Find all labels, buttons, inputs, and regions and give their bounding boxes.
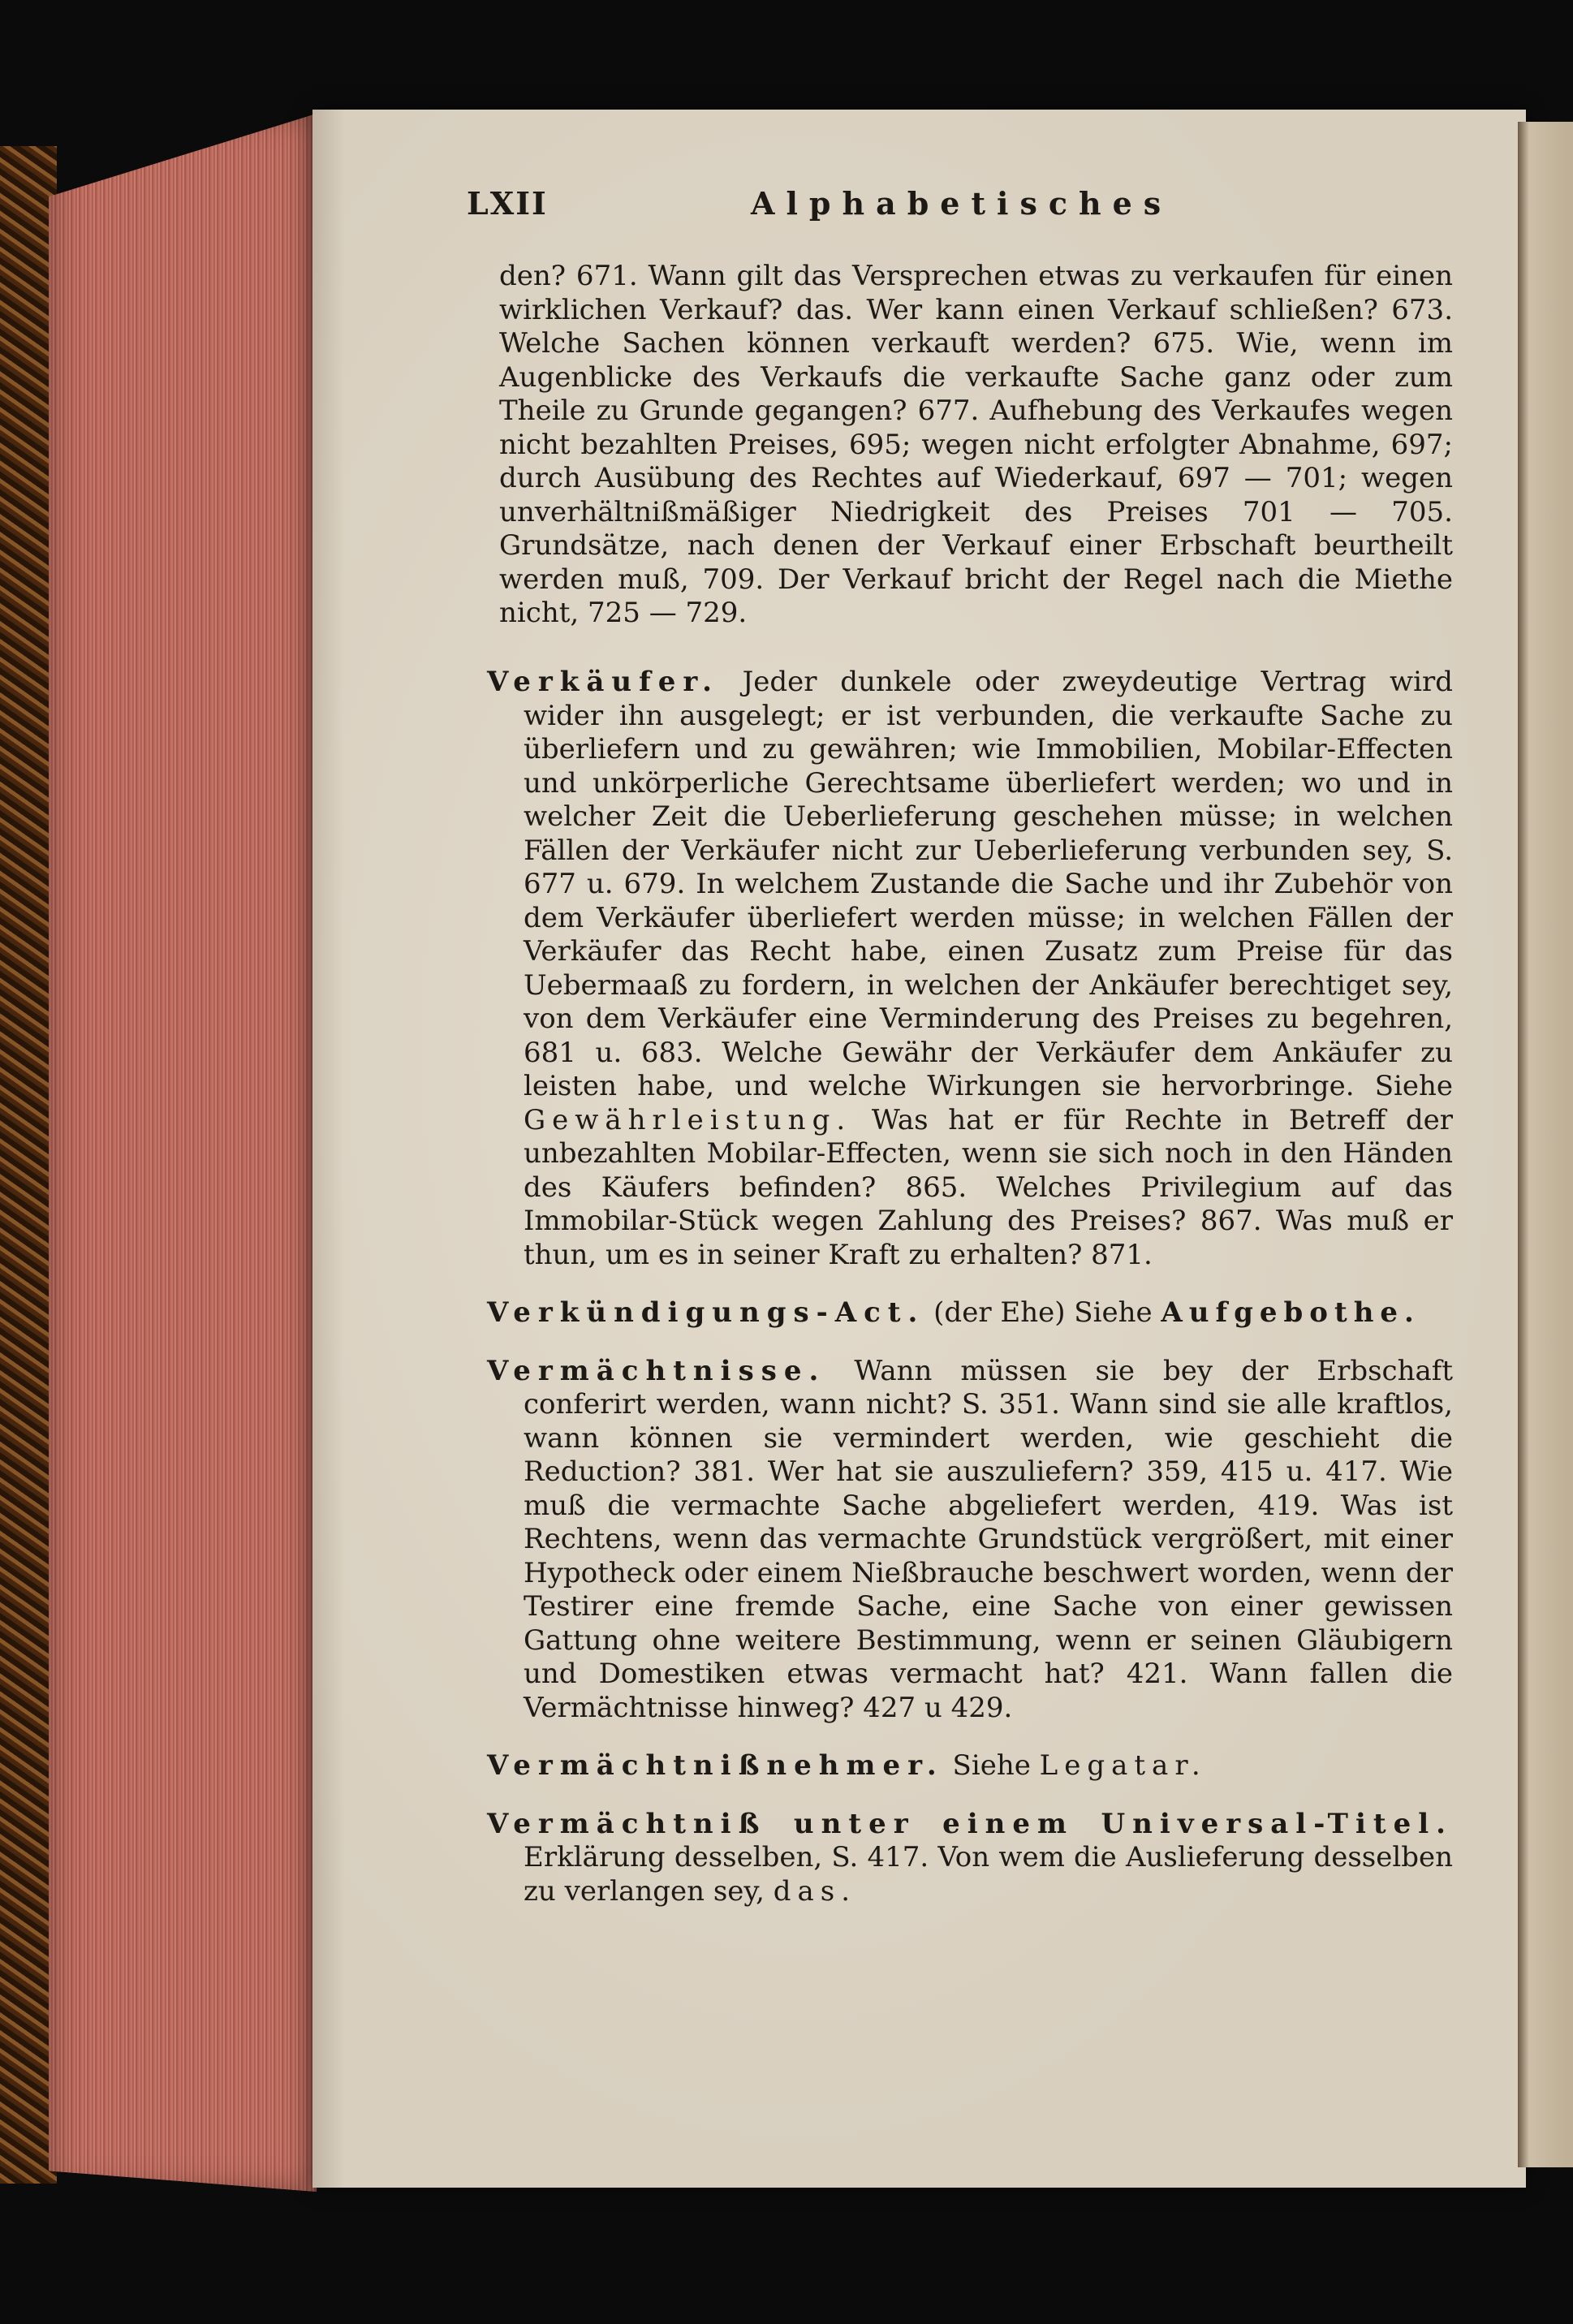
running-head: Alphabetisches [751,185,1173,222]
index-entry-vermaechtniss-universal-titel [487,1808,1453,1909]
page-header [467,185,1449,234]
entry-cross-reference: das. [773,1874,857,1908]
entry-cross-reference: Aufgebothe. [1161,1296,1420,1329]
entry-text: Siehe [952,1749,1040,1782]
entry-cross-reference: Gewährleistung. [524,1103,852,1136]
index-entry-verkuendigungs-act [487,1296,1453,1330]
index-entry-verkaeufer [487,666,1453,1272]
entry-text: Jeder dunkele oder zweydeutige Vertrag wird wider ihn ausgelegt; er ist verbunden, die verkaufte Sache zu überliefern und zu gewähren; wie Immobilien, Mobilar-Effecten und unkörperliche Gerechtsame überliefert werden; wo und in welcher Zeit die Ueberlieferung geschehen müsse; in welchen Fällen der Verkäufer nicht zur Ueberlieferung verbunden sey, S. 677 u. 679. In welchem Zustande die Sache und ihr Zubehör von dem Verkäufer überliefert werden müsse; in welchen Fällen der Verkäufer das Recht habe, einen Zusatz zum Preise für das Uebermaaß zu fordern, in welchen der Ankäufer berechtiget sey, von dem Verkäufer eine Verminderung des Preises zu begehren, 681 u. 683. Welche Gewähr der Verkäufer dem Ankäufer zu leisten habe, und welche Wirkungen sie hervorbringe. Siehe [524,666,1453,1102]
index-entries [487,666,1453,1908]
index-entry-vermaechtnisse [487,1355,1453,1726]
index-entry-vermaechtnissnehmer [487,1749,1453,1783]
continued-entry-text: den? 671. Wann gilt das Versprechen etwas zu verkaufen für einen wirklichen Verkauf? das. Wer kann einen Verkauf schließen? 673. Welche Sachen können verkauft werden? 675. Wie, wenn im Augenblicke des Verkaufs die verkaufte Sache ganz oder zum Theile zu Grunde gegangen? 677. Aufhebung des Verkaufes wegen nicht bezahlten Preises, 695; wegen nicht erfolgter Abnahme, 697; durch Ausübung des Rechtes auf Wiederkauf, 697 — 701; wegen unverhältnißmäßiger Niedrigkeit des Preises 701 — 705. Grundsätze, nach denen der Verkauf einer Erbschaft beurtheilt werden muß, 709. Der Verkauf bricht der Regel nach die Miethe nicht, 725 — 729. [499,260,1453,629]
entry-headword: Verkäufer. [487,666,719,698]
entry-headword: Vermächtnißnehmer. [487,1749,944,1782]
page-number: LXII [467,185,548,222]
entry-headword: Vermächtnisse. [487,1354,826,1387]
entry-text: (der Ehe) Siehe [933,1296,1161,1329]
entry-text: Wann müssen sie bey der Erbschaft conferirt werden, wann nicht? S. 351. Wann sind sie alle kraftlos, wann können sie vermindert werden, wie geschieht die Reduction? 381. Wer hat sie auszuliefern? 359, 415 u. 417. Wie muß die vermachte Sache abgeliefert werden, 419. Was ist Rechtens, wenn das vermachte Grundstück vergrößert, mit einer Hypotheck oder einem Nießbrauche beschwert worden, wenn der Testirer eine fremde Sache, eine Sache von einer gewissen Gattung ohne weitere Bestimmung, wenn er seinen Gläubigern und Domestiken etwas vermacht hat? 421. Wann fallen die Vermächtnisse hinweg? 427 u 429. [524,1354,1453,1724]
page-edges [49,114,317,2192]
entry-headword: Vermächtniß unter einem Universal-Titel. [487,1807,1453,1840]
facing-page-edge [1518,122,1573,2167]
marbled-cover-board [0,146,57,2184]
entry-headword: Verkündigungs-Act. [487,1296,925,1329]
entry-cross-reference: Legatar. [1039,1749,1207,1782]
entry-text: Erklärung desselben, S. 417. Von wem die Auslieferung desselben zu verlangen sey, [524,1841,1453,1908]
continued-entry [499,260,1453,631]
entry-text-continued: Was hat er für Rechte in Betreff der unbezahlten Mobilar-Effecten, wenn sie sich noch in den Händen des Käufers befinden? 865. Welches Privilegium auf das Immobilar-Stück wegen Zahlung des Preises? 867. Was muß er thun, um es in seiner Kraft zu erhalten? 871. [524,1103,1453,1271]
